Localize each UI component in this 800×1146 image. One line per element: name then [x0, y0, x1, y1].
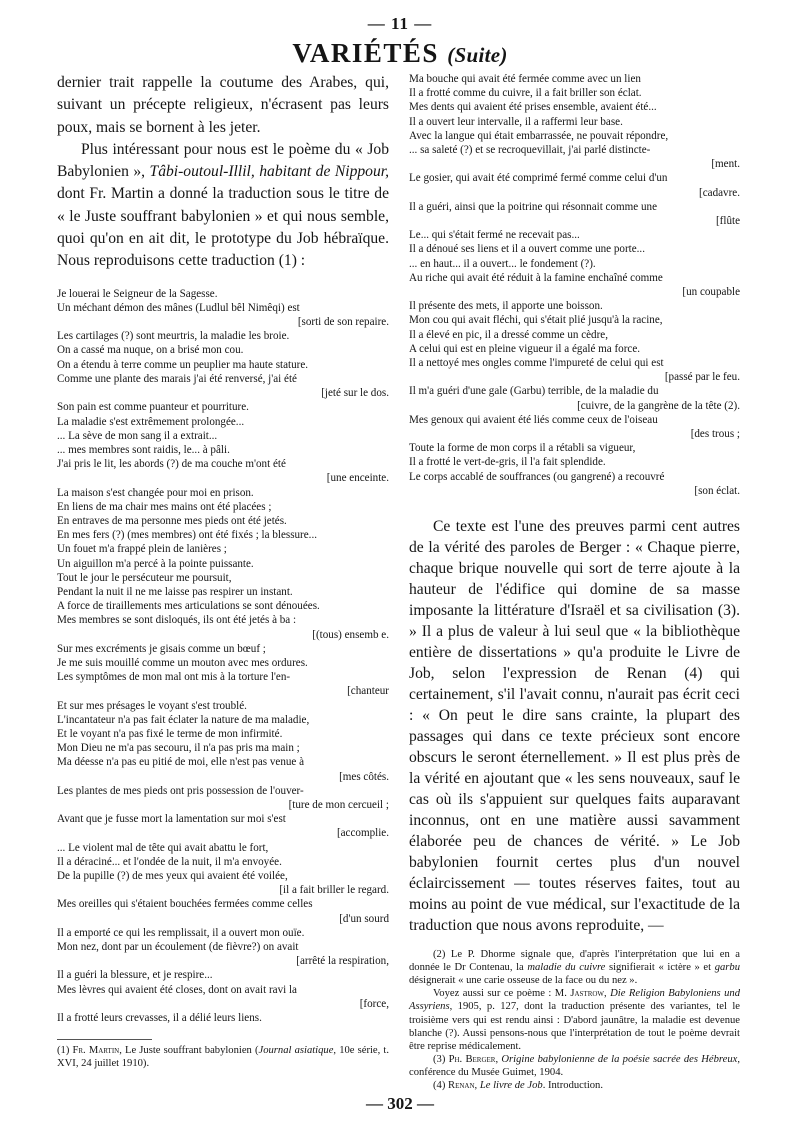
fn2-i1: maladie du cuivre: [527, 962, 606, 974]
poem-line: Ma bouche qui avait été fermée comme avec un lien: [409, 73, 641, 85]
poem-line: Sur mes excréments je gisais comme un bœuf ;: [57, 642, 266, 655]
poem-line-continuation: [d'un sourd: [339, 912, 389, 925]
footnotes-right: [409, 948, 740, 1092]
poem-line: Un aiguillon m'a percé à la pointe puissante.: [57, 557, 254, 570]
fn4-num: (4): [433, 1080, 449, 1092]
poem-line: On a étendu à terre comme un peuplier ma haute stature.: [57, 358, 309, 371]
fn2-c: désignerait « une carie osseuse de la face ou du nez ».: [409, 975, 638, 987]
poem-line: L'incantateur n'a pas fait éclater la nature de ma maladie,: [57, 713, 310, 726]
poem-line-continuation: [(tous) ensemb e.: [312, 628, 389, 641]
poem-line-continuation: [arrêté la respiration,: [296, 955, 389, 968]
poem-line: Mon nez, dont par un écoulement (de fièvre?) on avait: [57, 941, 299, 954]
poem-line: Et le voyant n'a pas fixé le terme de mon infirmité.: [57, 727, 283, 740]
fn4-a: ,: [474, 1080, 480, 1092]
poem-line: Un fouet m'a frappé plein de lanières ;: [57, 543, 227, 556]
poem-line: Pendant la nuit il ne me laisse pas respirer un instant.: [57, 585, 293, 598]
poem-line-continuation: [jeté sur le dos.: [321, 387, 389, 400]
fn2-i2: garbu: [714, 962, 740, 974]
fn3-title: Origine babylonienne de la poésie sacrée des Hébreux: [501, 1053, 738, 1065]
title-text: VARIÉTÉS: [292, 38, 439, 68]
poem-line: Mes membres se sont disloqués, ils ont été jetés à ba :: [57, 614, 297, 627]
commentary-paragraph: Ce texte est l'une des preuves parmi cent autres de la vérité des paroles de Berger : « Chaque pierre, chaque brique nouvelle qui sort de terre ajoute à la hauteur de l'édifice qui domine de sa masse imposante la littérature d'Israël et sa civilisation (3). » Il a plus de valeur à lui seul que « la bibliothèque entière de dissertations » qu'a produite le Livre de Job, selon l'expression de Renan (4) qui certainement, s'il l'avait connu, n'aurait pas écrit ceci : « On peut le dire sans crainte, la plupart des passages qui dans ce texte précieux sont encore obscurs le seront éternellement. » Il est plus près de la vérité en ajoutant que « les sens nouveaux, sauf le cas où ils s'appuient sur quelques faits auparavant inconnus, ont en une matière aussi savamment élaborée peu de chances de vérité. » Le Job babylonien fournit certes plus d'un nouvel éclaircissement — toutes réserves faites, tout au moins au point de vue médical, sur l'exactitude de la traduction que nous avons reproduite, —: [409, 518, 740, 935]
poem-line: ... La sève de mon sang il a extrait...: [57, 429, 218, 442]
poem-line: Tout le jour le persécuteur me poursuit,: [57, 571, 232, 584]
poem-line-continuation: [flûte: [715, 215, 740, 228]
fn1-text-a: , Le Juste souffrant babylonien (: [119, 1045, 259, 1057]
poem-line-continuation: [il a fait briller le regard.: [279, 884, 389, 897]
poem-line: Mon Dieu ne m'a pas secouru, il n'a pas pris ma main ;: [57, 742, 300, 755]
fn2-d1: Voyez aussi sur ce poème : M.: [433, 988, 571, 1000]
fn3-num: (3): [433, 1053, 449, 1065]
poem-line: Il a frotté leurs crevasses, il a délié leurs liens.: [57, 1012, 262, 1025]
poem-line: Les symptômes de mon mal ont mis à la torture l'en-: [57, 671, 291, 684]
fn3-a: ,: [495, 1053, 502, 1065]
poem-line: ... Le violent mal de tête qui avait abattu le fort,: [57, 841, 269, 854]
fn4-b: . Introduction.: [542, 1080, 604, 1092]
poem-line: Il a guéri la blessure, et je respire...: [57, 969, 213, 982]
poem-line-continuation: [un coupable: [682, 286, 740, 299]
poem-line: ... en haut... il a ouvert... le fondement (?).: [409, 257, 596, 270]
poem-line: Les cartilages (?) sont meurtris, la maladie les broie.: [57, 330, 290, 343]
poem-line: Il a dénoué ses liens et il a ouvert comme une porte...: [409, 243, 645, 256]
footnote-2: [409, 948, 740, 987]
poem-line: ... mes membres sont raidis, le... à pâli.: [57, 443, 230, 456]
intro-text-b: dont Fr. Martin a donné la traduction sous le titre de « le Juste souffrant babylonien » et qui nous semble, quoi qu'on en ait dit, le prototype du Job hébraïque. Nous reproduisons cette traduction (1) :: [57, 185, 389, 270]
poem-line-continuation: [son éclat.: [694, 484, 740, 497]
poem-line-continuation: [mes côtés.: [339, 770, 389, 783]
poem-line: Je me suis mouillé comme un mouton avec mes ordures.: [57, 656, 308, 669]
fn3-b: , conférence du Musée Guimet, 1904.: [409, 1053, 740, 1078]
poem-line: Au riche qui avait été réduit à la famine enchaîné comme: [409, 271, 663, 284]
poem-line: Mes genoux qui avaient été liés comme ceux de l'oiseau: [409, 413, 658, 426]
page-number: — 302 —: [366, 1094, 434, 1113]
poem-line: De la pupille (?) de mes yeux qui avaient été voilée,: [57, 870, 288, 882]
poem-line: Mes lèvres qui avaient été closes, dont on avait ravi la: [57, 983, 297, 996]
intro-italic-name: Tâbi-outoul-Illil, habitant de Nippour,: [149, 163, 390, 181]
poem-line-continuation: [cuivre, de la gangrène de la tête (2).: [577, 399, 740, 412]
fn2-a: (2) Le P. Dhorme signale que, d'après l'interprétation que lui en a donnée le Dr Contenau, la: [409, 949, 740, 974]
fn3-author: Ph. Berger: [448, 1053, 496, 1065]
footnote-2-continued: [409, 987, 740, 1052]
fn1-author: Fr. Martin: [72, 1045, 120, 1057]
poem-line: Le gosier, qui avait été comprimé fermé comme celui d'un: [409, 172, 668, 185]
poem-line: Mes oreilles qui s'étaient bouchées fermées comme celles: [57, 898, 313, 911]
poem-line-continuation: [ment.: [711, 158, 740, 171]
poem-line: Je louerai le Seigneur de la Sagesse.: [57, 287, 218, 300]
footnote-3: [409, 1053, 740, 1079]
footnote-1: [57, 1044, 389, 1070]
intro-paragraph-1: dernier trait rappelle la coutume des Arabes, qui, suivant un précepte religieux, n'écrasent pas leurs poux, mais se bornent à les jeter.: [57, 74, 389, 136]
poem-line-continuation: [une enceinte.: [326, 472, 389, 485]
poem-line: On a cassé ma nuque, on a brisé mon cou.: [57, 344, 244, 357]
poem-line: En mes fers (?) (mes membres) ont été fixés ; la blessure...: [57, 529, 317, 542]
poem-line: Le corps accablé de souffrances (ou gangrené) a recouvré: [409, 470, 665, 483]
fn2-d2: ,: [604, 988, 611, 1000]
poem-line: Il a frotté comme du cuivre, il a fait briller son éclat.: [409, 87, 642, 100]
top-page-number: — 11 —: [367, 14, 433, 33]
poem-line: En entraves de ma personne mes pieds ont été jetés.: [57, 514, 287, 527]
poem-line: Ma déesse n'a pas eu pitié de moi, elle n'est pas venue à: [57, 756, 305, 769]
footnote-4: [409, 1079, 740, 1092]
poem-line: Avec la langue qui était embarrassée, ne pouvait répondre,: [409, 129, 669, 142]
poem-line-continuation: [chanteur: [347, 685, 389, 698]
fn2-d3: , 1905, p. 127, dont la traduction présente des variantes, tel le troisième vers qui est rendu ainsi : D'abord jaunâtre, la maladie est devenue blanche (?). Aussi pensons-nous que l'interprétation de tout le poème devrait être reprise médicalement.: [409, 1001, 740, 1052]
poem-line: Mes dents qui avaient été prises ensemble, avaient été...: [409, 101, 657, 114]
poem-line: Son pain est comme puanteur et pourriture.: [57, 401, 249, 414]
intro-text-a: Plus intéressant pour nous est le poème du « Job Babylonien »,: [57, 140, 389, 181]
poem-line: Il a frotté le vert-de-gris, il l'a fait splendide.: [409, 456, 606, 469]
fn2-d-author: Jastrow: [570, 988, 605, 1000]
poem-line: Mon cou qui avait fléchi, qui s'était plié jusqu'à la racine,: [409, 314, 663, 327]
poem-line: A force de tiraillements mes articulations se sont dénouées.: [57, 600, 320, 613]
poem-line: Il a ouvert leur intervalle, il a raffermi leur base.: [409, 115, 623, 128]
fn4-author: Renan: [448, 1080, 475, 1092]
poem-line: A celui qui est en pleine vigueur il a égalé ma force.: [409, 342, 641, 355]
poem-line-continuation: [accomplie.: [336, 827, 389, 840]
poem-line: Il a guéri, ainsi que la poitrine qui résonnait comme une: [409, 200, 657, 213]
poem-line: Comme une plante des marais j'ai été renversé, j'ai été: [57, 372, 297, 385]
poem-line: Le... qui s'était fermé ne recevait pas...: [409, 229, 580, 242]
fn4-title: Le livre de Job: [479, 1080, 543, 1092]
poem-line: Il m'a guéri d'une gale (Garbu) terrible, de la maladie du: [409, 385, 659, 398]
poem-line: La maladie s'est extrêmement prolongée...: [57, 415, 245, 428]
poem-line: En liens de ma chair mes mains ont été placées ;: [57, 500, 272, 513]
poem-line: J'ai pris le lit, les abords (?) de ma couche m'ont été: [57, 458, 286, 471]
poem-line: ... sa saleté (?) et se recroquevillait, j'ai parlé distincte-: [409, 144, 651, 157]
left-column: [57, 72, 389, 1070]
poem-line: Il a nettoyé mes ongles comme l'impureté de celui qui est: [409, 357, 664, 370]
poem-line-continuation: [force,: [359, 997, 389, 1010]
fn1-num: (1): [57, 1045, 73, 1057]
poem-line: Il a emporté ce qui les remplissait, il a ouvert mon ouïe.: [57, 926, 305, 939]
poem-line: Toute la forme de mon corps il a rétabli sa vigueur,: [409, 442, 636, 455]
poem-line-continuation: [des trous ;: [690, 428, 740, 441]
poem-left: [57, 287, 389, 1026]
poem-line: Un méchant démon des mânes (Ludlul bêl Nimêqi) est: [57, 301, 300, 314]
poem-line: Il a déraciné... et l'ondée de la nuit, il m'a envoyée.: [57, 855, 282, 868]
poem-line: Il a élevé en pic, il a dressé comme un cèdre,: [409, 328, 608, 341]
intro-paragraph-2: [57, 139, 389, 273]
poem-line-continuation: [ture de mon cercueil ;: [288, 798, 389, 811]
poem-line: Avant que je fusse mort la lamentation sur moi s'est: [57, 813, 286, 826]
fn2-d-title: Die Religion Babyloniens und Assyriens: [409, 988, 741, 1013]
poem-line: Il présente des mets, il apporte une boisson.: [409, 300, 603, 313]
poem-line-continuation: [passé par le feu.: [664, 371, 740, 384]
right-column: [409, 72, 740, 1092]
poem-right: [409, 72, 740, 498]
page-title: [0, 40, 800, 67]
title-suffix: (Suite): [447, 43, 508, 67]
poem-line-continuation: [sorti de son repaire.: [297, 316, 389, 329]
poem-line-continuation: [cadavre.: [699, 186, 740, 199]
poem-line: La maison s'est changée pour moi en prison.: [57, 486, 254, 499]
fn1-text-b: , 10e série, t. XVI, 24 juillet 1910).: [57, 1045, 389, 1070]
fn2-b: signifierait « ictère » et: [605, 962, 715, 974]
footnote-separator: [57, 1039, 152, 1040]
poem-line: Les plantes de mes pieds ont pris possession de l'ouver-: [57, 784, 304, 797]
fn1-journal: Journal asiatique: [258, 1045, 334, 1057]
poem-line: Et sur mes présages le voyant s'est troublé.: [57, 699, 247, 712]
